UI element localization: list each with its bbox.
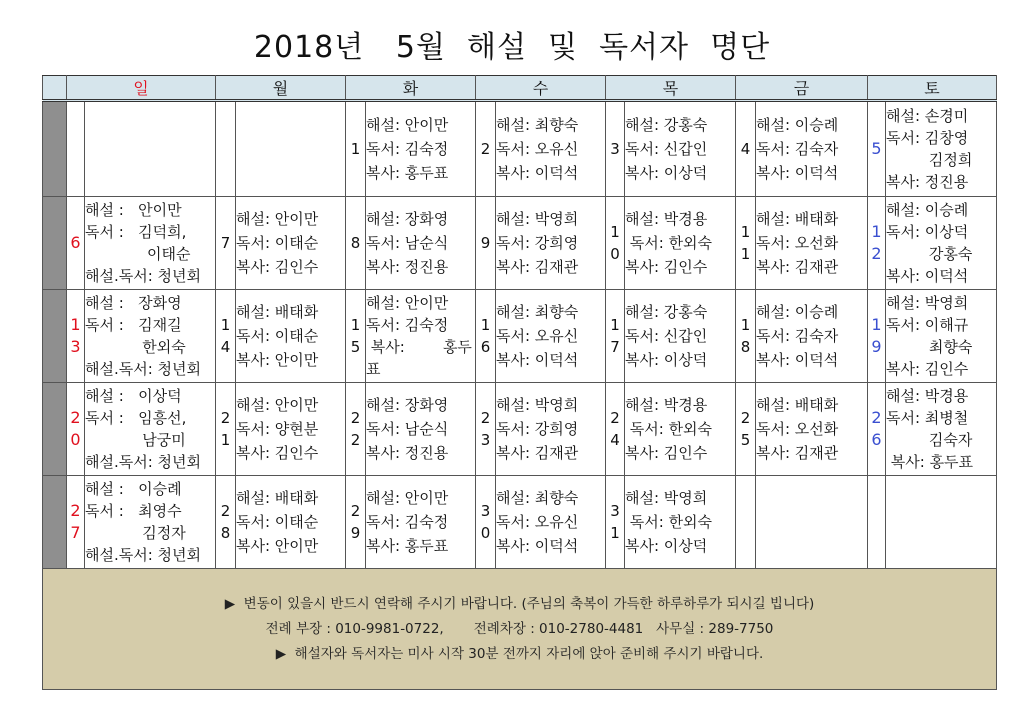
- assignment-line: 독서: 남순식: [366, 420, 449, 438]
- date-number: 18: [736, 290, 756, 383]
- notice-line-phone-numbers: 전례 부장 : 010-9981-0722, 전례차장 : 010-2780-4481 사무실 : 289-7750: [265, 620, 774, 637]
- assignment-line: 복사: 김인수: [236, 258, 319, 276]
- assignment-cell: [85, 290, 216, 383]
- assignment-line: 복사: 김인수: [625, 444, 708, 462]
- assignment-line: 해설 : 안이만: [85, 201, 182, 219]
- week-row: [43, 290, 997, 383]
- assignment-line: 복사: 홍두표: [366, 164, 449, 182]
- assignment-cell: [85, 383, 216, 476]
- assignment-cell: [625, 290, 736, 383]
- assignment-line: 독서: 이태순: [236, 234, 319, 252]
- assignment-cell: [756, 476, 868, 569]
- assignment-line: 독서: 최병철: [886, 409, 969, 427]
- assignment-cell: [496, 476, 606, 569]
- assignment-line: 강홍숙: [886, 245, 973, 263]
- date-number: 25: [736, 383, 756, 476]
- assignment-line: 복사: 홍두표: [366, 537, 449, 555]
- date-number: 19: [868, 290, 886, 383]
- assignment-line: 해설: 박경용: [625, 396, 708, 414]
- date-number: 27: [67, 476, 85, 569]
- assignment-cell: [625, 476, 736, 569]
- assignment-line: 해설: 최향숙: [496, 116, 579, 134]
- assignment-line: 복사: 이덕석: [496, 164, 579, 182]
- assignment-line: 독서 : 최영수: [85, 502, 182, 520]
- assignment-line: 해설 : 장화영: [85, 294, 182, 312]
- week-row: [43, 383, 997, 476]
- assignment-line: 해설: 박영희: [625, 489, 708, 507]
- assignment-line: 이태순: [85, 245, 191, 263]
- assignment-line: 해설: 안이만: [366, 294, 449, 312]
- assignment-cell: [366, 476, 476, 569]
- assignment-line: 해설: 손경미: [886, 107, 969, 125]
- assignment-line: 복사: 김재관: [496, 444, 579, 462]
- assignment-cell: [756, 290, 868, 383]
- assignment-line: 복사: 이덕석: [756, 164, 839, 182]
- assignment-line: 독서: 김숙정: [366, 140, 449, 158]
- assignment-line: 복사: 홍두표: [886, 453, 974, 471]
- assignment-line: 해설: 강홍숙: [625, 116, 708, 134]
- assignment-cell: [236, 383, 346, 476]
- assignment-line: 해설: 안이만: [366, 489, 449, 507]
- assignment-line: 독서 : 김재길: [85, 316, 182, 334]
- assignment-line: 독서: 이상덕: [886, 223, 969, 241]
- assignment-line: 해설: 장화영: [366, 396, 449, 414]
- assignment-line: 표: [366, 360, 381, 378]
- date-number: 4: [736, 101, 756, 197]
- assignment-cell: [625, 101, 736, 197]
- day-header-thu: 목: [606, 76, 736, 101]
- assignment-line: 한외숙: [85, 338, 186, 356]
- assignment-cell: [85, 101, 216, 197]
- assignment-line: 해설.독서: 청년회: [85, 546, 202, 564]
- assignment-line: 독서: 김숙자: [756, 327, 839, 345]
- assignment-line: 독서: 오선화: [756, 234, 839, 252]
- assignment-line: 해설: 안이만: [366, 116, 449, 134]
- assignment-line: 해설: 배태화: [236, 303, 319, 321]
- week-marker-cell: [43, 101, 67, 197]
- date-number: 6: [67, 197, 85, 290]
- assignment-cell: [366, 197, 476, 290]
- assignment-line: 복사: 정진용: [366, 258, 449, 276]
- date-number: 22: [346, 383, 366, 476]
- date-number: 28: [216, 476, 236, 569]
- assignment-line: 복사: 이덕석: [756, 351, 839, 369]
- date-number: 7: [216, 197, 236, 290]
- assignment-line: 복사: 이덕석: [496, 537, 579, 555]
- assignment-cell: [886, 101, 997, 197]
- assignment-cell: [756, 101, 868, 197]
- assignment-cell: [85, 476, 216, 569]
- assignment-line: 독서: 오유신: [496, 140, 579, 158]
- date-number: 15: [346, 290, 366, 383]
- date-number: 12: [868, 197, 886, 290]
- assignment-line: 복사: 김인수: [886, 360, 969, 378]
- assignment-line: 독서: 양현분: [236, 420, 319, 438]
- assignment-line: 해설: 안이만: [236, 396, 319, 414]
- assignment-line: 해설: 안이만: [236, 210, 319, 228]
- assignment-line: 해설: 이승례: [756, 116, 839, 134]
- assignment-cell: [366, 383, 476, 476]
- assignment-line: 해설: 이승례: [886, 201, 969, 219]
- assignment-line: 해설 : 이승례: [85, 480, 182, 498]
- assignment-cell: [496, 101, 606, 197]
- date-number: 17: [606, 290, 625, 383]
- assignment-cell: [236, 101, 346, 197]
- week-row: [43, 101, 997, 197]
- date-number: 31: [606, 476, 625, 569]
- day-header-sun: 일: [67, 76, 216, 101]
- date-number: [216, 101, 236, 197]
- assignment-line: 복사: 김인수: [236, 444, 319, 462]
- assignment-line: 최향숙: [886, 338, 973, 356]
- assignment-cell: [756, 383, 868, 476]
- assignment-line: 복사: 안이만: [236, 537, 319, 555]
- assignment-cell: [886, 476, 997, 569]
- assignment-line: 복사: 이상덕: [625, 164, 708, 182]
- assignment-line: 복사: 김인수: [625, 258, 708, 276]
- assignment-line: 김정희: [886, 151, 973, 169]
- date-number: 26: [868, 383, 886, 476]
- date-number: 8: [346, 197, 366, 290]
- assignment-line: 복사: 이상덕: [625, 537, 708, 555]
- date-number: 30: [476, 476, 496, 569]
- assignment-line: 독서: 신갑인: [625, 327, 708, 345]
- assignment-line: 해설: 박경용: [886, 387, 969, 405]
- assignment-line: 해설.독서: 청년회: [85, 360, 202, 378]
- assignment-line: 해설: 배태화: [756, 396, 839, 414]
- assignment-line: 복사: 안이만: [236, 351, 319, 369]
- date-number: [868, 476, 886, 569]
- assignment-line: 해설 : 이상덕: [85, 387, 182, 405]
- assignment-line: 독서: 강희영: [496, 420, 579, 438]
- assignment-cell: [236, 476, 346, 569]
- corner-cell: [43, 76, 67, 101]
- schedule-table: [42, 75, 997, 690]
- assignment-line: 독서: 이태순: [236, 327, 319, 345]
- date-number: 23: [476, 383, 496, 476]
- day-header-wed: 수: [476, 76, 606, 101]
- assignment-line: 독서: 이해규: [886, 316, 969, 334]
- assignment-line: 복사: 김재관: [756, 444, 839, 462]
- assignment-line: 해설: 박경용: [625, 210, 708, 228]
- date-number: 16: [476, 290, 496, 383]
- assignment-line: 독서: 김숙정: [366, 513, 449, 531]
- assignment-cell: [886, 197, 997, 290]
- assignment-cell: [496, 383, 606, 476]
- assignment-line: 독서: 강희영: [496, 234, 579, 252]
- assignment-line: 해설.독서: 청년회: [85, 267, 202, 285]
- assignment-cell: [756, 197, 868, 290]
- assignment-cell: [85, 197, 216, 290]
- assignment-cell: [496, 197, 606, 290]
- date-number: 21: [216, 383, 236, 476]
- assignment-line: 독서: 한외숙: [625, 513, 713, 531]
- date-number: 2: [476, 101, 496, 197]
- assignment-cell: [625, 197, 736, 290]
- assignment-line: 해설: 배태화: [236, 489, 319, 507]
- notice-line-arrival: ▶ 해설자와 독서자는 미사 시작 30분 전까지 자리에 앉아 준비해 주시기 바랍니다.: [275, 645, 764, 662]
- week-marker-cell: [43, 197, 67, 290]
- assignment-line: 해설: 최향숙: [496, 489, 579, 507]
- assignment-line: 해설: 배태화: [756, 210, 839, 228]
- calendar-body: [43, 101, 997, 569]
- day-header-sat: 토: [868, 76, 997, 101]
- assignment-line: 해설: 박영희: [496, 210, 579, 228]
- assignment-line: 독서: 오선화: [756, 420, 839, 438]
- assignment-line: 복사: 정진용: [366, 444, 449, 462]
- date-number: 5: [868, 101, 886, 197]
- assignment-line: 복사: 홍두: [366, 338, 472, 356]
- assignment-line: 해설: 장화영: [366, 210, 449, 228]
- date-number: 24: [606, 383, 625, 476]
- week-marker-cell: [43, 290, 67, 383]
- week-marker-cell: [43, 476, 67, 569]
- assignment-line: 독서: 이태순: [236, 513, 319, 531]
- day-header-tue: 화: [346, 76, 476, 101]
- page-title: 2018년 5월 해설 및 독서자 명단: [253, 30, 771, 65]
- assignment-line: 독서: 남순식: [366, 234, 449, 252]
- assignment-line: 복사: 김재관: [496, 258, 579, 276]
- assignment-cell: [366, 290, 476, 383]
- assignment-line: 독서: 김숙정: [366, 316, 449, 334]
- date-number: 10: [606, 197, 625, 290]
- assignment-line: 독서: 신갑인: [625, 140, 708, 158]
- assignment-line: 해설.독서: 청년회: [85, 453, 202, 471]
- assignment-cell: [496, 290, 606, 383]
- assignment-line: 해설: 이승례: [756, 303, 839, 321]
- notice-line-contact-request: ▶ 변동이 있을시 반드시 연락해 주시기 바랍니다. (주님의 축복이 가득한 하루하루가 되시길 빕니다): [224, 595, 815, 612]
- assignment-cell: [886, 383, 997, 476]
- date-number: 20: [67, 383, 85, 476]
- assignment-line: 독서 : 임흥선,: [85, 409, 187, 427]
- assignment-line: 해설: 박영희: [496, 396, 579, 414]
- date-number: 3: [606, 101, 625, 197]
- assignment-line: 복사: 정진용: [886, 173, 969, 191]
- assignment-line: 해설: 박영희: [886, 294, 969, 312]
- date-number: 29: [346, 476, 366, 569]
- assignment-cell: [886, 290, 997, 383]
- day-header-mon: 월: [216, 76, 346, 101]
- assignment-cell: [625, 383, 736, 476]
- notice-box: [43, 569, 997, 690]
- assignment-line: 독서 : 김덕희,: [85, 223, 187, 241]
- date-number: 11: [736, 197, 756, 290]
- assignment-line: 김숙자: [886, 431, 973, 449]
- day-header-fri: 금: [736, 76, 868, 101]
- assignment-cell: [236, 197, 346, 290]
- date-number: 9: [476, 197, 496, 290]
- date-number: [736, 476, 756, 569]
- assignment-line: 해설: 강홍숙: [625, 303, 708, 321]
- assignment-line: 복사: 이덕석: [886, 267, 969, 285]
- date-number: 13: [67, 290, 85, 383]
- assignment-line: 독서: 한외숙: [625, 420, 713, 438]
- assignment-line: 독서: 오유신: [496, 327, 579, 345]
- assignment-line: 해설: 최향숙: [496, 303, 579, 321]
- assignment-line: 복사: 이상덕: [625, 351, 708, 369]
- assignment-line: 독서: 김창영: [886, 129, 969, 147]
- assignment-cell: [236, 290, 346, 383]
- notice-row: [43, 569, 997, 690]
- assignment-line: 복사: 이덕석: [496, 351, 579, 369]
- week-row: [43, 476, 997, 569]
- assignment-line: 복사: 김재관: [756, 258, 839, 276]
- week-row: [43, 197, 997, 290]
- assignment-line: 김정자: [85, 524, 186, 542]
- assignment-line: 독서: 김숙자: [756, 140, 839, 158]
- assignment-line: 독서: 오유신: [496, 513, 579, 531]
- assignment-cell: [366, 101, 476, 197]
- day-header-row: [43, 76, 997, 101]
- date-number: [67, 101, 85, 197]
- assignment-line: 남궁미: [85, 431, 186, 449]
- date-number: 14: [216, 290, 236, 383]
- date-number: 1: [346, 101, 366, 197]
- week-marker-cell: [43, 383, 67, 476]
- assignment-line: 독서: 한외숙: [625, 234, 713, 252]
